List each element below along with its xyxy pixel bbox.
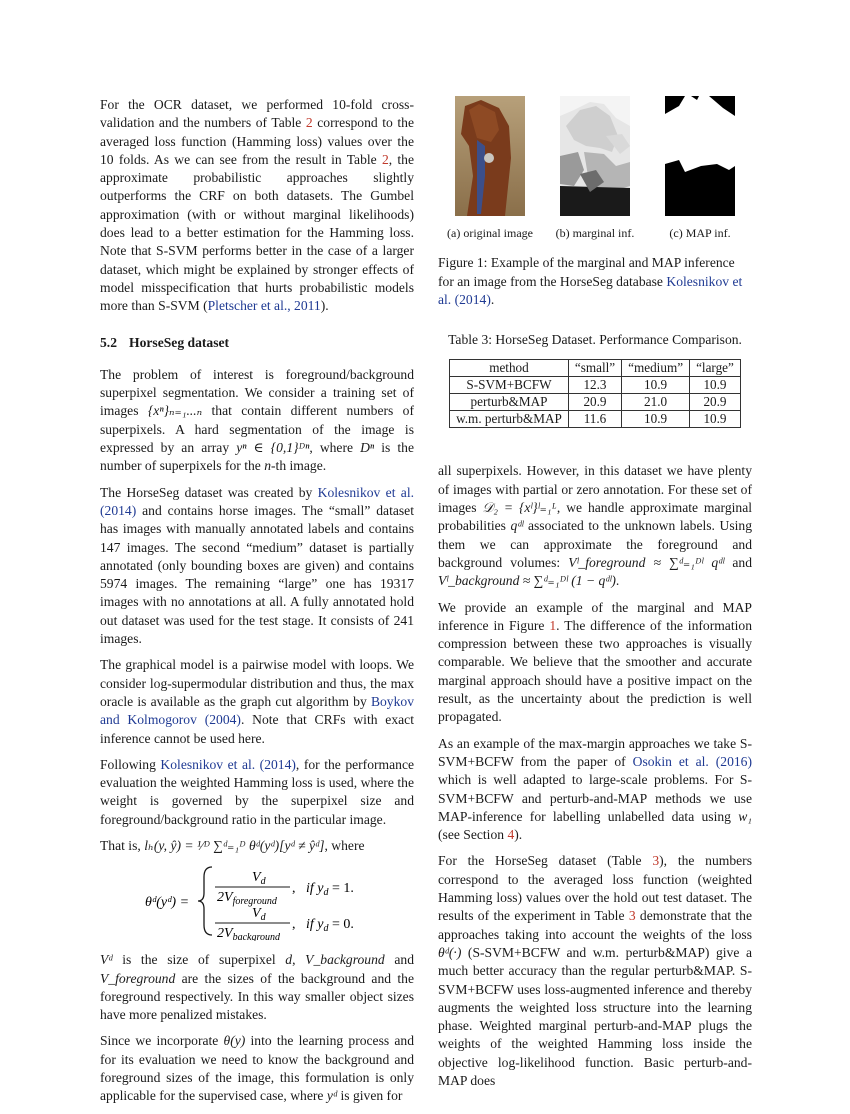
paragraph-loss-def: That is, lₕ(y, ŷ) = ¹⁄ᴰ ∑ᵈ₌₁ᴰ θᵈ(yᵈ)[yᵈ ≠ ŷᵈ], where [100,837,365,853]
table-cell: 10.9 [622,411,690,428]
map-inference-image [665,96,735,216]
table-cell: 20.9 [690,394,741,411]
figure-panel-original [438,96,542,242]
citation-link[interactable]: Kolesnikov et al. (2014) [100,484,415,518]
equation-num-2: $V_d$ [252,906,266,924]
paragraph-horseseg-results: For the HorseSeg dataset (Table 3), the numbers correspond to the averaged loss function (weighted Hamming loss) values over the hold out test dataset. The results of the experiment in Table 3 demonstrate that the approaches taking into account the weights of the loss θᵈ(·) (S-SVM+BCFW and w.m. perturb&MAP) give a much better accuracy than the regular perturb&MAP. S-SVM+BCFW uses loss-augmented inference and thereby augments the weighted loss structure into the learning phase. Weighted marginal perturb-and-MAP plugs the weights of the weighted Hamming loss inside the objective log-likelihood function. Basic perturb-and-MAP does [438,853,752,1088]
paragraph-partial-annotation: all superpixels. However, in this dataset we have plenty of images with partial or zero annotation. For these set of images 𝒟₂ = {xˡ}ˡ₌₁ᴸ, we handle approximate marginal probabilities qᵈˡ associated to the unknown labels. Using them we can approximate the foreground and background volumes: Vˡ_foreground ≈ ∑ᵈ₌₁ᴰˡ qᵈˡ and Vˡ_background ≈ ∑ᵈ₌₁ᴰˡ (1 − qᵈˡ). [438,463,753,589]
column-header: “small” [568,360,621,377]
column-header: “medium” [622,360,690,377]
horse-photo-image [455,96,525,216]
equation-den-2: $2V_{background}$ [217,926,280,942]
table-ref[interactable]: 3 [628,908,636,924]
paragraph-max-margin: As an example of the max-margin approaches we take S-SVM+BCFW from the paper of Osokin et al. (2016) which is well adapted to large-scale problems. For S-SVM+BCFW and perturb-and-MAP methods we use MAP-inference for labelling unlabelled data using w₁ (see Section 4). [438,735,752,843]
svg-text:,: , [292,881,296,897]
equation-num-1: $V_d$ [252,870,266,888]
table-cell: w.m. perturb&MAP [450,411,569,428]
table-cell: 10.9 [690,411,741,428]
citation-link[interactable]: Kolesnikov et al. (2014) [160,756,296,772]
section-ref[interactable]: 4 [507,827,515,843]
table-cell: perturb&MAP [450,394,569,411]
paragraph-example: We provide an example of the marginal and MAP inference in Figure 1. The difference of the information compression between these two approaches is visually comparable. We believe that the smoother and accurate marginal approach should have a positive impact on the result, as the uncertainty about the prediction is well propagated. [438,599,752,725]
column-header: method [450,360,569,377]
figure-ref[interactable]: 1 [549,617,557,633]
table-cell: 10.9 [690,377,741,394]
figure-panel-map [648,96,752,242]
paragraph-superpixel-size: Vᵈ is the size of superpixel d, V_background and V_foreground are the sizes of the background and the foreground respectively. In this way smaller object sizes have more penalized mistakes. [100,952,414,1023]
paragraph-supervised: Since we incorporate θ(y) into the learning process and for its evaluation we need to know the background and foreground sizes of the image, this formulation is only applicable for the supervised case, where yᵈ is given for [100,1033,414,1104]
equation-cond-1: if $y_d = 1$. [306,881,354,899]
right-column [438,96,752,1098]
subcaption-b: (b) marginal inf. [555,226,635,240]
table-row [450,411,741,428]
brace-icon [198,867,212,935]
subcaption-c: (c) MAP inf. [669,226,731,240]
table-header-row [450,360,741,377]
figure-panel-marginal [543,96,647,242]
citation-link[interactable]: Boykov and Kolmogorov (2004) [100,693,414,728]
table-row [450,394,741,411]
table-ref[interactable]: 3 [652,853,660,869]
table-cell: 12.3 [568,377,621,394]
table-cell: 11.6 [568,411,621,428]
table-row [450,377,741,394]
left-column [100,96,414,1114]
marginal-inference-image [560,96,630,216]
equation-cond-2: if $y_d = 0$. [306,917,354,935]
table-cell: 10.9 [622,377,690,394]
table-ref[interactable]: 2 [381,151,389,167]
citation-link[interactable]: Kolesnikov et al. (2014) [438,273,743,307]
equation-lhs: θᵈ(yᵈ) = [145,895,190,911]
equation-theta [100,861,414,941]
table-cell: 20.9 [568,394,621,411]
paragraph-problem: The problem of interest is foreground/background superpixel segmentation. We consider a training set of images {xⁿ}ₙ₌₁...ₙ that contain different numbers of superpixels. A hard segmentation of the image is expressed by an array yⁿ ∈ {0,1}ᴰⁿ, where Dⁿ is the number of superpixels for the n-th image. [100,366,414,474]
section-heading: 5.2 HorseSeg dataset [100,334,230,350]
results-table [449,359,741,428]
equation-svg [100,861,414,941]
column-header: “large” [690,360,741,377]
table-caption: Table 3: HorseSeg Dataset. Performance Comparison. [448,332,742,348]
table-cell: S-SVM+BCFW [450,377,569,394]
subcaption-a: (a) original image [447,226,533,240]
citation-link[interactable]: Pletscher et al., 2011 [207,298,321,314]
paragraph-evaluation: Following Kolesnikov et al. (2014), for the performance evaluation the weighted Hamming loss is used, where the weight is governed by the superpixel size and foreground/background ratio in the particular image. [100,756,415,827]
paragraph-ocr-results: For the OCR dataset, we performed 10-fold cross-validation and the numbers of Table 2 correspond to the averaged loss function (Hamming loss) values over the 10 folds. As we can see from the result in Table 2, the approximate probabilistic approaches slightly outperforms the CRF on both datasets. The Gumbel approximation (with or without marginal likelihoods) does lead to a better estimation for the Hamming loss. Note that S-SVM performs better in the case of a larger dataset, which might be explained by stronger effects of model misspecification that hurts probabilistic models more than S-SVM (Pletscher et al., 2011). [100,97,415,314]
figure-caption: Figure 1: Example of the marginal and MAP inference for an image from the HorseSeg database Kolesnikov et al. (2014). [438,255,743,307]
paragraph-graphical-model: The graphical model is a pairwise model with loops. We consider log-supermodular distribution and thus, the max oracle is available as the graph cut algorithm by Boykov and Kolmogorov (2004). Note that CRFs with exact inference cannot be used here. [100,657,414,746]
paragraph-dataset: The HorseSeg dataset was created by Kolesnikov et al. (2014) and contains horse images. The “small” dataset has images with manually annotated labels and contains 147 images. The second “medium” dataset is partially annotated (only bounding boxes are given) and contains 5974 images. The remaining “large” one has 19317 images with no annotations at all. A fully annotated hold out dataset was used for the test stage. It consists of 241 images. [100,484,415,647]
table-ref[interactable]: 2 [305,115,313,131]
table-cell: 21.0 [622,394,690,411]
citation-link[interactable]: Osokin et al. (2016) [632,753,752,769]
figure-1 [438,96,752,309]
equation-den-1: $2V_{foreground}$ [217,890,277,908]
svg-text:,: , [292,917,296,933]
